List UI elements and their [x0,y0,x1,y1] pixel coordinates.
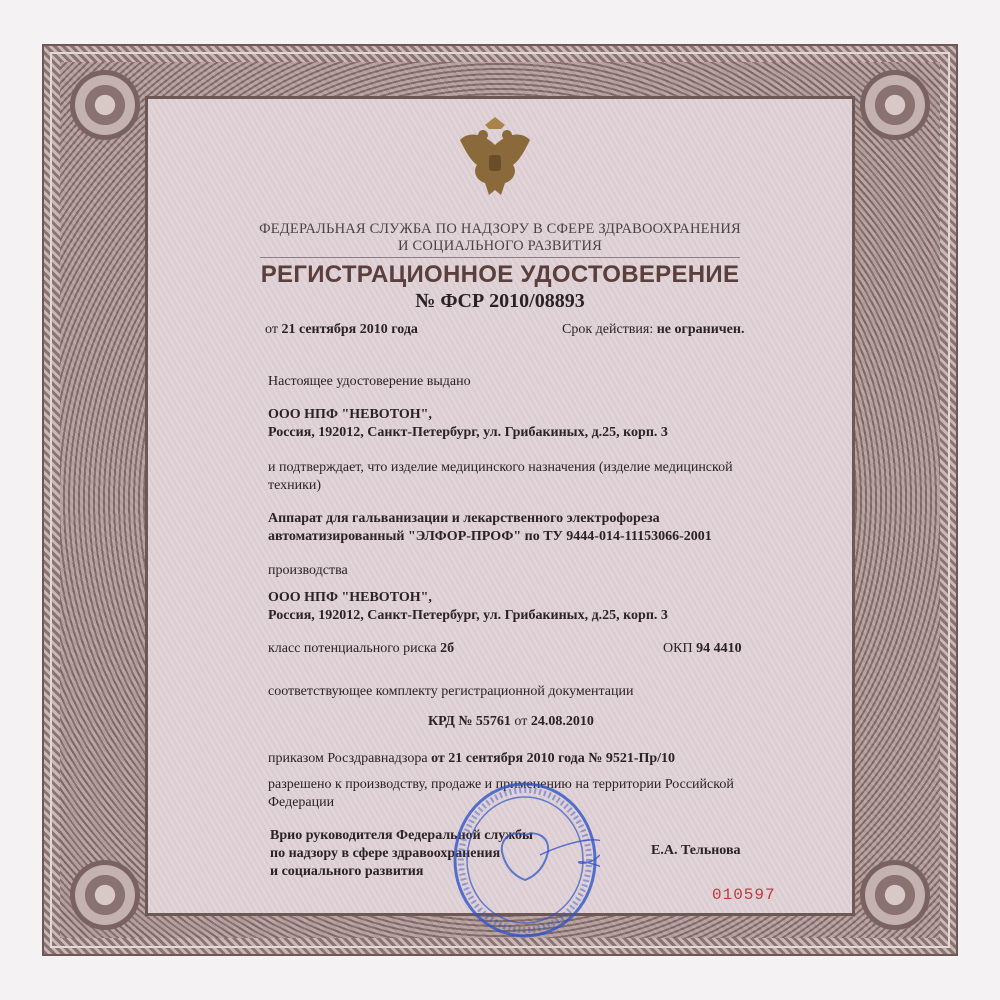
risk-class [268,641,454,657]
holder-address: Россия, 192012, Санкт-Петербург, ул. Грибакиных, д.25, корп. 3 [268,425,668,440]
corner-rosette [70,860,140,930]
krd-date: 24.08.2010 [530,714,594,729]
date-value: 21 сентября 2010 года [281,322,418,337]
from-prefix: от [265,322,278,337]
krd-number: КРД № 55761 [428,714,511,729]
risk-label: класс потенциального риска [268,641,437,656]
official-stamp [450,780,600,940]
certificate-number: № ФСР 2010/08893 [415,290,585,312]
permitted-line1: разрешено к производству, продаже и применению на территории Российской [268,777,734,792]
validity-label: Срок действия: [562,322,654,337]
signer-name: Е.А. Тельнова [651,843,741,858]
signer-position-line1: Врио руководителя Федеральной службы [270,828,533,843]
issue-date [265,322,418,338]
serial-number: 010597 [712,886,776,904]
corner-rosette [860,860,930,930]
okp-value: 94 4410 [696,641,742,656]
device-line1: Аппарат для гальванизации и лекарственного электрофореза [268,511,660,526]
issued-to-text: Настоящее удостоверение выдано [268,374,471,389]
production-label: производства [268,563,348,578]
krd-reference [428,714,594,730]
okp-label: ОКП [663,641,693,656]
corner-rosette [70,70,140,140]
conforms-text: соответствующее комплекту регистрационной документации [268,684,634,699]
agency-name-line2: И СОЦИАЛЬНОГО РАЗВИТИЯ [397,238,602,254]
corner-rosette [860,70,930,140]
signer-position-line3: и социального развития [270,864,424,879]
holder-name: ООО НПФ "НЕВОТОН", [268,407,432,422]
order-prefix: приказом Росздравнадзора [268,751,428,766]
permitted-line2: Федерации [268,795,335,810]
okp-code [663,641,742,657]
double-headed-eagle-emblem [455,115,535,205]
order-value: от 21 сентября 2010 года № 9521-Пр/10 [431,751,676,766]
device-line2: автоматизированный "ЭЛФОР-ПРОФ" по ТУ 9444-014-11153066-2001 [268,529,712,544]
validity [562,322,744,338]
maker-name: ООО НПФ "НЕВОТОН", [268,590,432,605]
risk-value: 2б [440,641,455,656]
krd-from: от [514,714,528,729]
validity-value: не ограничен. [656,322,745,337]
agency-name-line1: ФЕДЕРАЛЬНАЯ СЛУЖБА ПО НАДЗОРУ В СФЕРЕ ЗДРАВООХРАНЕНИЯ [259,221,741,237]
signer-position-line2: по надзору в сфере здравоохранения [270,846,501,861]
confirms-line2: техники) [268,478,322,493]
order-reference [268,751,675,767]
confirms-line1: и подтверждает, что изделие медицинского назначения (изделие медицинской [268,460,733,475]
maker-address: Россия, 192012, Санкт-Петербург, ул. Грибакиных, д.25, корп. 3 [268,608,668,623]
divider [260,257,740,258]
document-title: РЕГИСТРАЦИОННОЕ УДОСТОВЕРЕНИЕ [260,261,740,288]
